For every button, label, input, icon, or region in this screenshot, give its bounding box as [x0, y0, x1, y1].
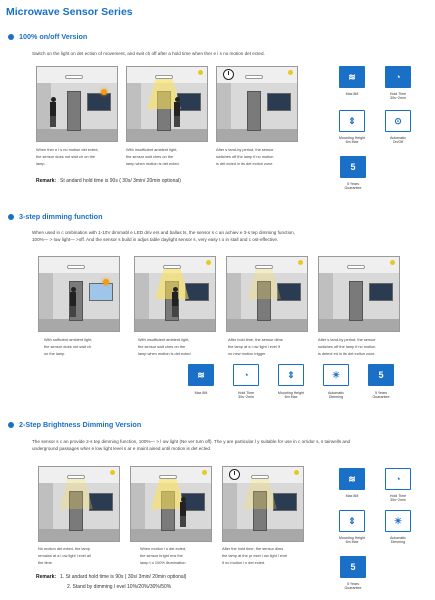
max-range-icon: ≋	[188, 364, 214, 386]
icon-label: Max 8M	[194, 391, 208, 395]
icon-label: 5 Years Guarantee	[344, 182, 362, 191]
max-range-icon: ≋	[339, 66, 365, 88]
hold-time-icon: ◔	[385, 66, 411, 88]
caption: No motion det ected, the lamp remains at a l ow light l evel all the time.	[38, 546, 91, 565]
automatic-dimming-icon: ☀	[323, 364, 349, 386]
scene-low-light	[38, 466, 120, 542]
caption: After the hold time, the sensor dims the lamp at the pr eset l ow light l evel if no motion i s det ected.	[222, 546, 288, 565]
scene-sufficient-light	[38, 256, 120, 332]
clock-icon	[223, 69, 234, 80]
section-heading-onoff	[8, 32, 87, 41]
ceiling-lamp	[245, 75, 263, 79]
warranty-icon: 5	[340, 156, 366, 178]
scene-motion-detected	[126, 66, 208, 142]
icon-label: Hold Time 30s~2min	[389, 92, 407, 101]
automatic-onoff-icon: ⊙	[385, 110, 411, 132]
moon-icon	[288, 70, 293, 75]
dim-light-beam	[243, 479, 277, 509]
warranty-icon: 5	[340, 556, 366, 578]
person-figure	[179, 497, 187, 527]
scene-motion-on	[134, 256, 216, 332]
sun-icon	[103, 279, 109, 285]
section-description: The sensor s c an provide 2-s tep dimming function, 100%— > l ow light (Ne ver turn off). The y are particular l y suitable for use in c orridor s, s tairwells and underground passages wher e low light level s ar e maint ained until motion is det ected.	[32, 439, 351, 452]
warranty-icon: 5	[368, 364, 394, 386]
scene-full-brightness	[130, 466, 212, 542]
caption: After s tand-by period, the sensor switches off the lamp if no motion is detect ed in its det ection zone.	[318, 337, 376, 356]
hold-time-icon: ◔	[233, 364, 259, 386]
ceiling-lamp	[155, 75, 173, 79]
ceiling-lamp	[65, 75, 83, 79]
section-heading-text: 100% on/off Version	[19, 32, 88, 41]
dim-light-beam	[247, 269, 281, 299]
scene-no-motion	[36, 66, 118, 142]
moon-icon	[390, 260, 395, 265]
ceiling-lamp	[159, 475, 177, 479]
icon-label: Automatic Dimming	[328, 391, 344, 400]
remark: Remark: 1. St andard hold time is 90s ( 30s/ 3min/ 20min optional) 2. Stand by dimming l evel 10%/20%/30%/50%	[36, 574, 187, 590]
icon-label: Mounting Height 6m Max	[338, 136, 366, 145]
mounting-height-icon: ⇕	[339, 110, 365, 132]
ceiling-lamp	[67, 475, 85, 479]
ceiling-lamp	[347, 265, 365, 269]
icon-label: Automatic On/Off	[390, 136, 406, 145]
bullet-icon	[8, 214, 14, 220]
mounting-height-icon: ⇕	[278, 364, 304, 386]
caption: With sufficient ambient light, the sensor does not swit ch on the lamp.	[44, 337, 93, 356]
caption: After hold time, the sensor dims the lamp at a l ow light l evel if no new motion trigger	[228, 337, 283, 356]
section-description: When used in c ombination with 1-10V dimmabl e LED driv ers and ballas ts, the sensor s c an achiev e 3-s tep dimming function, 100%— > low light— >off. And the sensor s build in adjus table daylight sensor s, very easy t o in stall and c ost-effective.	[32, 230, 295, 243]
clock-icon	[229, 469, 240, 480]
ceiling-lamp	[251, 475, 269, 479]
person-figure	[69, 287, 77, 317]
icon-label: Max 8M	[345, 494, 359, 498]
scene-standby-off	[216, 66, 298, 142]
ceiling-lamp	[255, 265, 273, 269]
max-range-icon: ≋	[339, 468, 365, 490]
caption: After s tand-by period, the sensor switches off the lamp if no motion is det ected in its det ection zone.	[216, 147, 274, 166]
section-description: Switch on the light on det ection of movement, and swit ch off after a hold time when ther e i s no motion det ected.	[32, 51, 265, 56]
caption: When motion i s det ected, the sensor bright ens the lamp t o 100% illumination.	[140, 546, 187, 565]
person-figure	[173, 97, 181, 127]
moon-icon	[206, 260, 211, 265]
icon-label: 5 Years Guarantee	[372, 391, 390, 400]
section-heading-text: 3-step dimming function	[19, 212, 103, 221]
bullet-icon	[8, 422, 14, 428]
moon-icon	[298, 260, 303, 265]
caption: With insufficient ambient light, the sensor swit ches on the lamp when motion is det ected	[138, 337, 191, 356]
icon-label: Mounting Height 6m Max	[277, 391, 305, 400]
caption: When ther e i s no motion det ected, the sensor does not swit ch on the lamp.	[36, 147, 99, 166]
moon-icon	[198, 70, 203, 75]
person-figure	[49, 97, 57, 127]
scene-dimmed	[226, 256, 308, 332]
icon-label: 5 Years Guarantee	[344, 582, 362, 591]
moon-icon	[110, 470, 115, 475]
person-figure	[171, 287, 179, 317]
ceiling-lamp	[163, 265, 181, 269]
caption: With insufficient ambient light, the sensor swit ches on the lamp when motion is det ected.	[126, 147, 180, 166]
section-heading-text: 2-Step Brightness Dimming Version	[19, 420, 142, 429]
sun-icon	[101, 89, 107, 95]
icon-label: Max 8M	[345, 92, 359, 96]
icon-label: Hold Time 30s~2min	[237, 391, 255, 400]
bullet-icon	[8, 34, 14, 40]
dim-light-beam	[59, 479, 93, 509]
remark: Remark: St andard hold time is 90s ( 30s/ 3min/ 20min optional)	[36, 178, 181, 184]
section-heading-3step	[8, 212, 102, 221]
scene-dim-after-hold	[222, 466, 304, 542]
icon-label: Hold Time 30s~2min	[389, 494, 407, 503]
automatic-dimming-icon: ☀	[385, 510, 411, 532]
scene-off	[318, 256, 400, 332]
section-heading-2step	[8, 420, 141, 429]
hold-time-icon: ◔	[385, 468, 411, 490]
icon-label: Mounting Height 6m Max	[338, 536, 366, 545]
page-title: Microwave Sensor Series	[6, 6, 133, 18]
moon-icon	[294, 470, 299, 475]
icon-label: Automatic Dimming	[390, 536, 406, 545]
ceiling-lamp	[67, 265, 85, 269]
mounting-height-icon: ⇕	[339, 510, 365, 532]
moon-icon	[202, 470, 207, 475]
